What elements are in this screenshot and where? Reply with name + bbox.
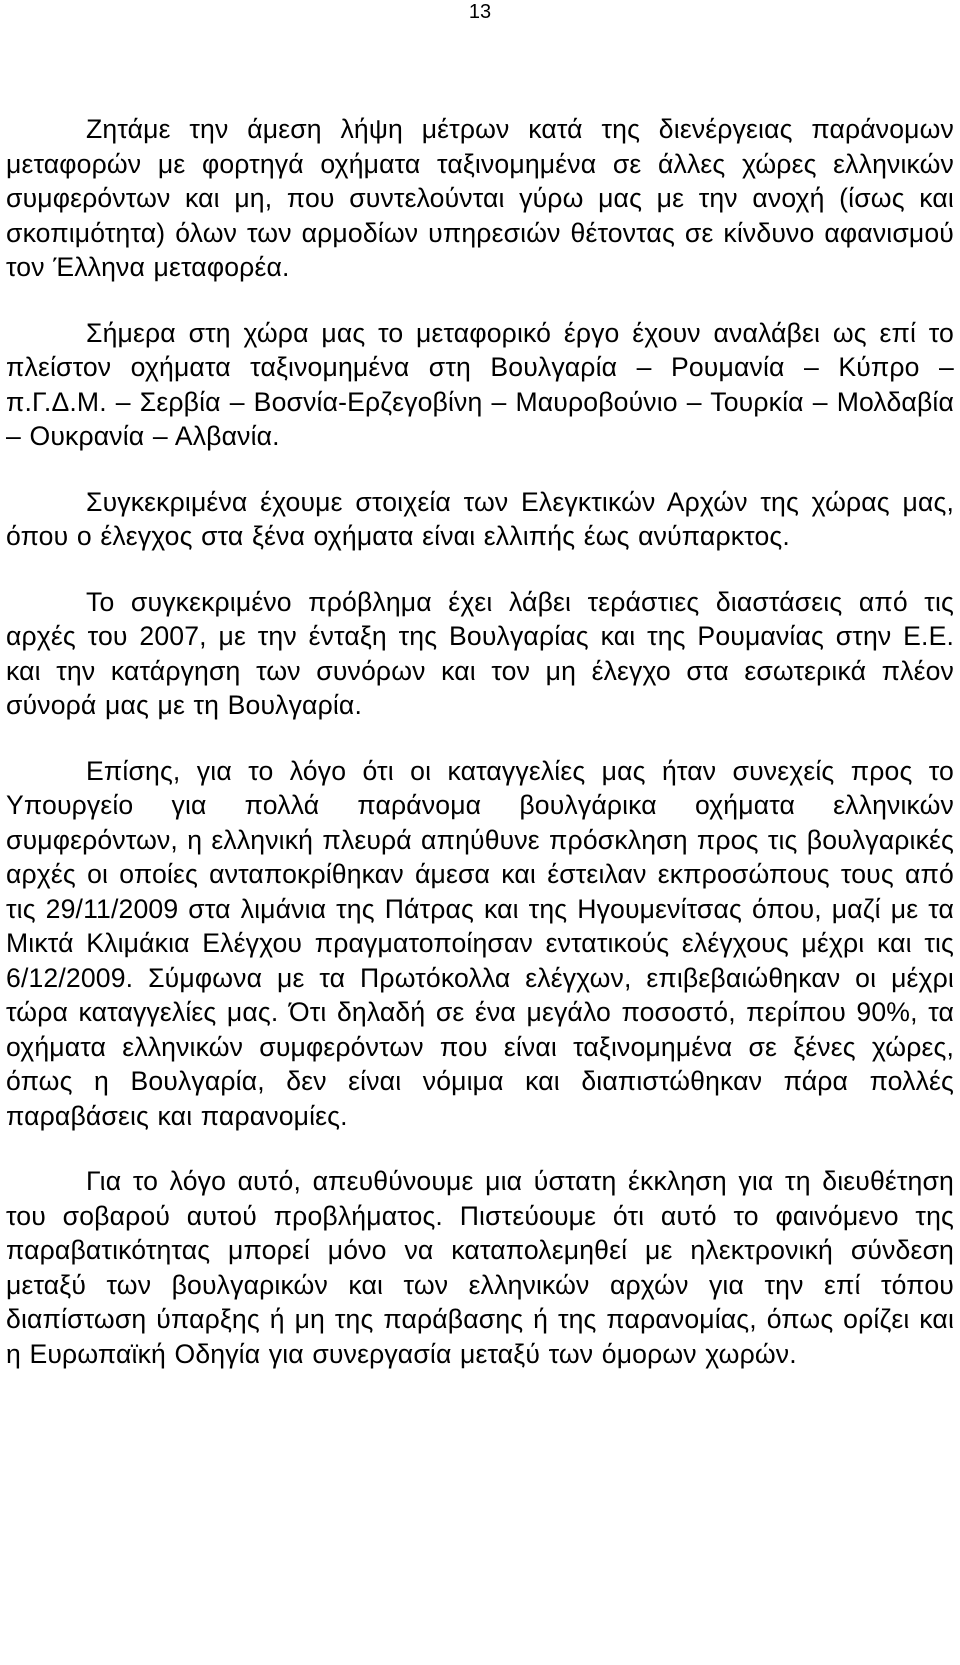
page-number: 13 <box>468 1 492 23</box>
paragraph-5: Επίσης, για το λόγο ότι οι καταγγελίες μας ήταν συνεχείς προς το Υπουργείο για πολλά παράνομα βουλγάρικα οχήματα ελληνικών συμφερόντων, η ελληνική πλευρά απηύθυνε πρόσκληση προς τις βουλγαρικές αρχές οι οποίες ανταποκρίθηκαν άμεσα και έστειλαν εκπροσώπους τους από τις 29/11/2009 στα λιμάνια της Πάτρας και της Ηγουμενίτσας όπου, μαζί με τα Μικτά Κλιμάκια Ελέγχου πραγματοποίησαν εντατικούς ελέγχους μέχρι και τις 6/12/2009. Σύμφωνα με τα Πρωτόκολλα ελέγχων, επιβεβαιώθηκαν οι μέχρι τώρα καταγγελίες μας. Ότι δηλαδή σε ένα μεγάλο ποσοστό, περίπου 90%, τα οχήματα ελληνικών συμφερόντων που είναι ταξινομημένα σε ξένες χώρες, όπως η Βουλγαρία, δεν είναι νόμιμα και διαπιστώθηκαν πάρα πολλές παραβάσεις και παρανομίες. <box>6 755 954 1131</box>
paragraph-4: Το συγκεκριμένο πρόβλημα έχει λάβει τεράστιες διαστάσεις από τις αρχές του 2007, με την ένταξη της Βουλγαρίας και της Ρουμανίας στην Ε.Ε. και την κατάργηση των συνόρων και τον μη έλεγχο στα εσωτερικά πλέον σύνορά μας με τη Βουλγαρία. <box>6 586 954 720</box>
paragraph-2: Σήμερα στη χώρα μας το μεταφορικό έργο έχουν αναλάβει ως επί το πλείστον οχήματα ταξινομημένα στη Βουλγαρία – Ρουμανία – Κύπρο – π.Γ.Δ.Μ. – Σερβία – Βοσνία-Ερζεγοβίνη – Μαυροβούνιο – Τουρκία – Μολδαβία – Ουκρανία – Αλβανία. <box>6 317 954 451</box>
paragraph-1: Ζητάμε την άμεση λήψη μέτρων κατά της διενέργειας παράνομων μεταφορών με φορτηγά οχήματα ταξινομημένα σε άλλες χώρες ελληνικών συμφερόντων και μη, που συντελούνται γύρω μας με την ανοχή (ίσως και σκοπιμότητα) όλων των αρμοδίων υπηρεσιών θέτοντας σε κίνδυνο αφανισμού τον Έλληνα μεταφορέα. <box>6 114 954 282</box>
paragraph-3: Συγκεκριμένα έχουμε στοιχεία των Ελεγκτικών Αρχών της χώρας μας, όπου ο έλεγχος στα ξένα οχήματα είναι ελλιπής έως ανύπαρκτος. <box>6 486 954 551</box>
document-body <box>6 112 954 1371</box>
paragraph-6: Για το λόγο αυτό, απευθύνουμε μια ύστατη έκκληση για τη διευθέτηση του σοβαρού αυτού προβλήματος. Πιστεύουμε ότι αυτό το φαινόμενο της παραβατικότητας μπορεί μόνο να καταπολεμηθεί με ηλεκτρονική σύνδεση μεταξύ των βουλγαρικών και των ελληνικών αρχών για την επί τόπου διαπίστωση ύπαρξης ή μη της παράβασης ή της παρανομίας, όπως ορίζει και η Ευρωπαϊκή Οδηγία για συνεργασία μεταξύ των όμορων χωρών. <box>6 1166 954 1369</box>
